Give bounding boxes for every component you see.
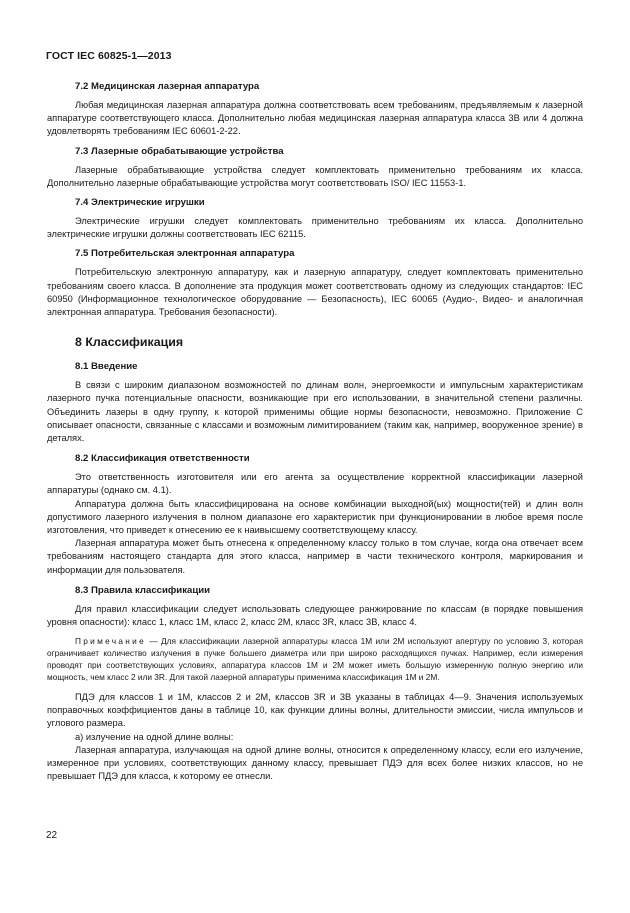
subsection-heading-8-1: 8.1 Введение [75, 361, 138, 373]
running-header: ГОСТ IEC 60825-1—2013 [46, 50, 172, 62]
list-item: а) излучение на одной длине волны: [75, 731, 234, 742]
page-number: 22 [46, 830, 58, 841]
note [47, 636, 583, 684]
section-heading-8: 8 Классификация [75, 335, 184, 350]
subsection-heading-7-2: 7.2 Медицинская лазерная аппаратура [75, 81, 260, 92]
paragraph: Лазерные обрабатывающие устройства следует комплектовать применительно требованиям их класса. Дополнительно лазерные обрабатывающие устройства могут соответствовать ISO/ IEC 11553-1. [47, 164, 583, 188]
subsection-heading-7-3: 7.3 Лазерные обрабатывающие устройства [75, 145, 284, 157]
paragraph: Электрические игрушки следует комплектовать применительно требованиям их класса. Дополнительно электрические игрушки должны соответствовать IEC 62115. [47, 216, 583, 240]
subsection-heading-7-4: 7.4 Электрические игрушки [75, 197, 205, 209]
paragraph: Потребительскую электронную аппаратуру, как и лазерную аппаратуру, следует комплектовать применительно требованиям своего класса. В дополнение эта продукция может соответствовать одному из следующих стандартов: IEC 60950 (Информационное технологическое оборудование — Безопасность), IEC 60065 (Аудио-, Видео- и аналогичная электронная аппаратура. Требования безопасности). [47, 267, 583, 318]
paragraph: ПДЭ для классов 1 и 1М, классов 2 и 2М, классов 3R и 3В указаны в таблицах 4—9. Значения используемых поправочных коэффициентов даны в таблице 10, как функции длины волны, длительности эмиссии, числа импульсов и углового размера. [47, 691, 583, 729]
paragraph: Лазерная аппаратура может быть отнесена к определенному классу только в том случае, когда она отвечает всем требованиям настоящего стандарта для этого класса, например в части технического контроля, маркирования и информации для пользователя. [47, 538, 583, 575]
page-content [47, 80, 583, 783]
subsection-heading-8-3: 8.3 Правила классификации [75, 584, 211, 596]
paragraph: Для правил классификации следует использовать следующее ранжирование по классам (в порядке повышения уровня опасности): класс 1, класс 1М, класс 2, класс 2М, класс 3R, класс 3B, класс 4. [47, 603, 583, 628]
paragraph: Это ответственность изготовителя или его агента за осуществление корректной классификации лазерной аппаратуры (однако см. 4.1). [47, 472, 583, 496]
paragraph: Любая медицинская лазерная аппаратура должна соответствовать всем требованиям, предъявляемым к лазерной аппаратуре соответствующего класса. Дополнительно любая медицинская лазерная аппаратура класса 3В или 4 должна удовлетворять требованиям IEC 60601-2-22. [47, 100, 583, 137]
note-text: — Для классификации лазерной аппаратуры класса 1М или 2М используют апертуру по условию 3, которая ограничивает количество излучения в пучке большего диаметра или при широко расходящихся пучках. Например, если измерения проводят при соответствующих условиях, аппаратура классов 1М и 2М может иметь большую измеренную полную энергию или мощность, чем класс 2 или 3R. Для такой лазерной аппаратуры применима классификация 1М и 2М. [47, 636, 583, 682]
subsection-heading-7-5: 7.5 Потребительская электронная аппаратура [75, 248, 295, 260]
paragraph: Аппаратура должна быть классифицирована на основе комбинации выходной(ых) мощности(тей) и длин волн допустимого лазерного излучения в полном диапазоне его характеристик при функционировании в любое время после изготовления, что приведет к отнесению ее к наивысшему соответствующему классу. [47, 498, 583, 536]
paragraph: Лазерная аппаратура, излучающая на одной длине волны, относится к определенному классу, если его излучение, измеренное при условиях, соответствующих данному классу, превышает ПДЭ для всех более низких классов, но не превышает ПДЭ для класса, к которому ее отнесли. [47, 744, 583, 782]
subsection-heading-8-2: 8.2 Классификация ответственности [75, 453, 250, 465]
note-label: Примечание [75, 636, 147, 647]
paragraph: В связи с широким диапазоном возможностей по длинам волн, энергоемкости и импульсным характеристикам лазерного пучка потенциальные опасности, возникающие при его использовании, в значительной степени различны. Объединить лазеры в одну группу, к которой применимы общие нормы безопасности, невозможно. Приложение С описывает опасности, связанные с классами и возможным лимитированием (таким как, например, вооруженное зрение) в деталях. [47, 380, 583, 444]
